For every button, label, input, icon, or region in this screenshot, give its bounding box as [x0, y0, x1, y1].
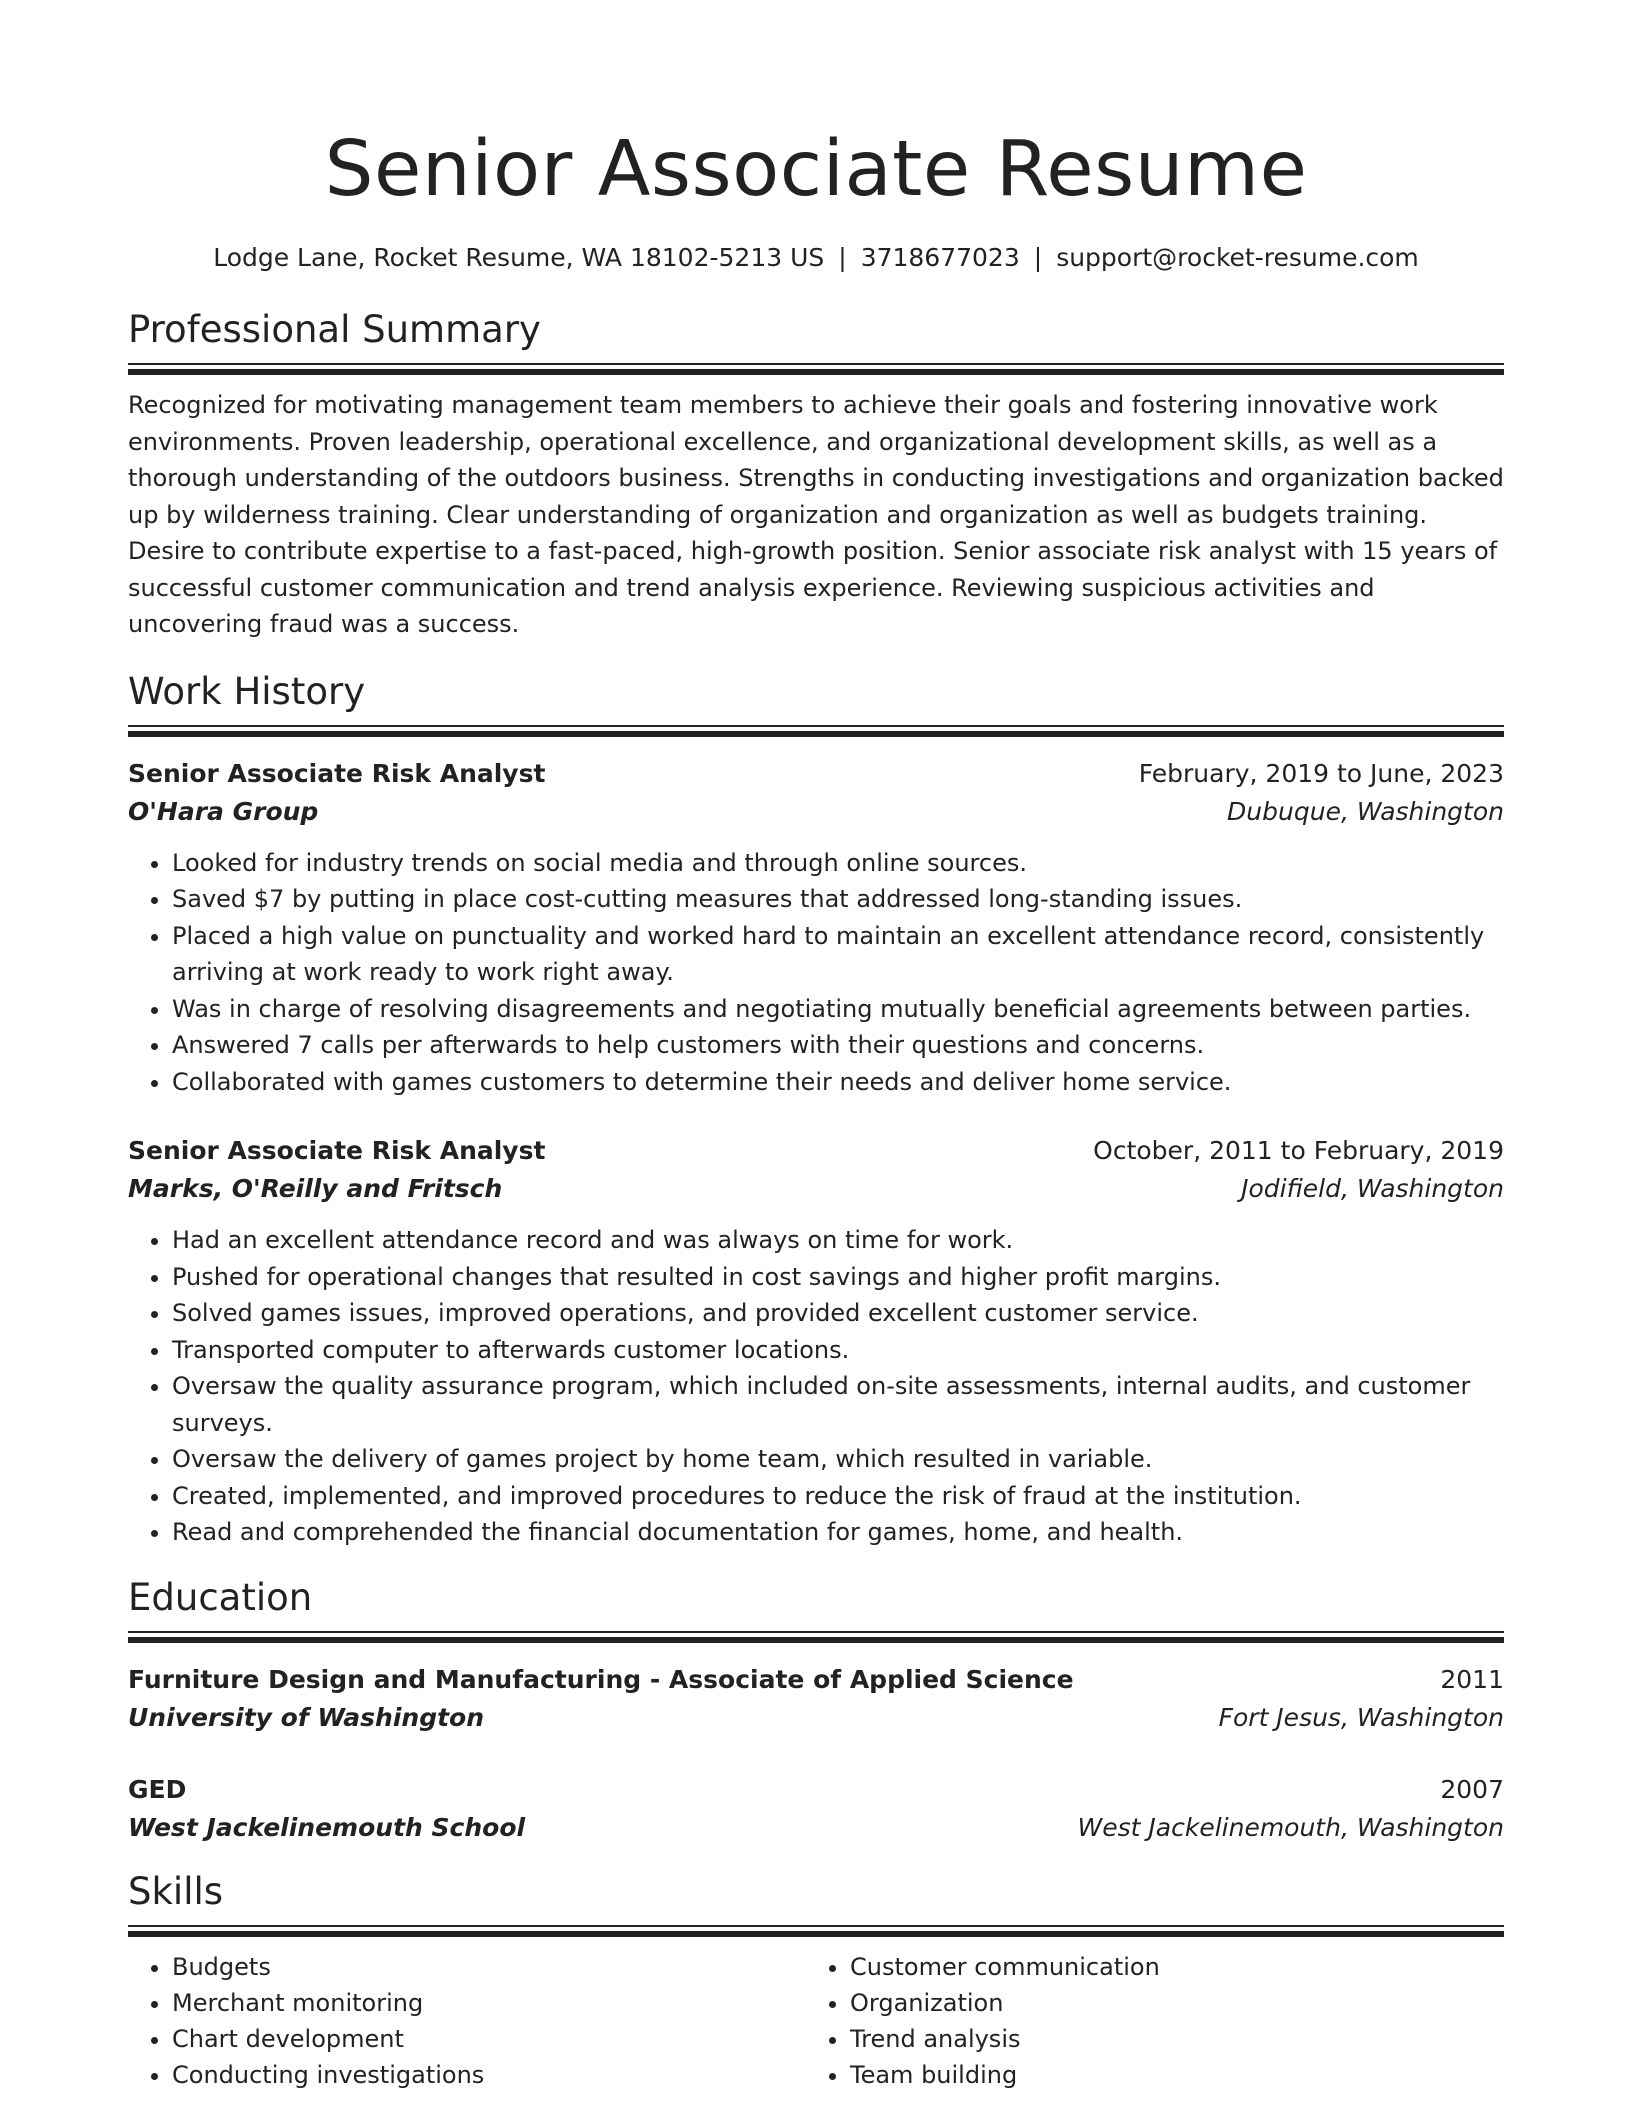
- list-item: • Oversaw the delivery of games project by home team, which resulted in variable.: [172, 1441, 1504, 1478]
- education-location: West Jackelinemouth, Washington: [1077, 1812, 1504, 1842]
- section-divider: [128, 1631, 1504, 1643]
- list-item: • Had an excellent attendance record and was always on time for work.: [172, 1222, 1504, 1259]
- job-location: Jodifield, Washington: [1241, 1174, 1504, 1203]
- section-title-education: Education: [128, 1575, 313, 1619]
- skills-columns: [128, 1949, 1504, 2093]
- job-dates: February, 2019 to June, 2023: [1138, 758, 1504, 788]
- job-entry: [128, 755, 1504, 1101]
- work-history-section: [128, 669, 1504, 1551]
- education-entry: [128, 1771, 1504, 1847]
- summary-section: [128, 307, 1504, 643]
- education-entry: [128, 1661, 1504, 1737]
- education-section: [128, 1575, 1504, 1847]
- job-title: Senior Associate Risk Analyst: [128, 1136, 546, 1165]
- job-bullet-list: [128, 1222, 1504, 1551]
- education-school: University of Washington: [128, 1702, 485, 1732]
- list-item: • Looked for industry trends on social media and through online sources.: [172, 845, 1504, 882]
- contact-separator: |: [1033, 243, 1043, 272]
- section-divider: [128, 363, 1504, 375]
- contact-address: Lodge Lane, Rocket Resume, WA 18102-5213 US: [213, 243, 825, 272]
- skills-list-left: [128, 1949, 806, 2093]
- list-item: • Created, implemented, and improved procedures to reduce the risk of fraud at the institution.: [172, 1478, 1504, 1515]
- skill-item: • Trend analysis: [850, 2021, 1484, 2057]
- job-dates: October, 2011 to February, 2019: [1093, 1136, 1504, 1165]
- education-year: 2011: [1440, 1664, 1504, 1694]
- skill-item: • Merchant monitoring: [172, 1985, 806, 2021]
- job-entry: [128, 1132, 1504, 1551]
- job-company: O'Hara Group: [128, 796, 319, 826]
- job-title: Senior Associate Risk Analyst: [128, 758, 546, 788]
- contact-email[interactable]: support@rocket-resume.com: [1056, 243, 1419, 272]
- skills-section: [128, 1869, 1504, 2093]
- list-item: • Pushed for operational changes that resulted in cost savings and higher profit margins.: [172, 1259, 1504, 1296]
- job-location: Dubuque, Washington: [1227, 796, 1504, 826]
- education-degree: GED: [128, 1774, 187, 1804]
- section-divider: [128, 1925, 1504, 1937]
- list-item: • Collaborated with games customers to determine their needs and deliver home service.: [172, 1064, 1504, 1101]
- contact-phone: 3718677023: [860, 243, 1020, 272]
- list-item: • Read and comprehended the financial documentation for games, home, and health.: [172, 1514, 1504, 1551]
- skill-item: • Budgets: [172, 1949, 806, 1985]
- section-title-work-history: Work History: [128, 669, 366, 713]
- contact-separator: |: [838, 243, 847, 272]
- contact-line: [128, 242, 1504, 274]
- education-school: West Jackelinemouth School: [128, 1812, 526, 1842]
- list-item: • Oversaw the quality assurance program, which included on-site assessments, internal audits, and customer surveys.: [172, 1368, 1504, 1441]
- summary-text: Recognized for motivating management team members to achieve their goals and fostering innovative work environments. Proven leadership, operational excellence, and organizational development skills, as well as a thorough understanding of the outdoors business. Strengths in conducting investigations and organization backed up by wilderness training. Clear understanding of organization and organization as well as budgets training. Desire to contribute expertise to a fast-paced, high-growth position. Senior associate risk analyst with 15 years of successful customer communication and trend analysis experience. Reviewing suspicious activities and uncovering fraud was a success.: [128, 391, 1504, 638]
- list-item: • Was in charge of resolving disagreements and negotiating mutually beneficial agreements between parties.: [172, 991, 1504, 1028]
- skill-item: • Team building: [850, 2057, 1484, 2093]
- skill-item: • Chart development: [172, 2021, 806, 2057]
- skills-list-right: [806, 1949, 1484, 2093]
- job-company: Marks, O'Reilly and Fritsch: [128, 1174, 503, 1203]
- resume-title: Senior Associate Resume: [324, 125, 1308, 214]
- list-item: • Saved $7 by putting in place cost-cutting measures that addressed long-standing issues.: [172, 881, 1504, 918]
- list-item: • Transported computer to afterwards customer locations.: [172, 1332, 1504, 1369]
- skill-item: • Customer communication: [850, 1949, 1484, 1985]
- list-item: • Answered 7 calls per afterwards to help customers with their questions and concerns.: [172, 1027, 1504, 1064]
- education-location: Fort Jesus, Washington: [1218, 1702, 1504, 1732]
- list-item: • Placed a high value on punctuality and worked hard to maintain an excellent attendance record, consistently arriving at work ready to work right away.: [172, 918, 1504, 991]
- education-degree: Furniture Design and Manufacturing - Associate of Applied Science: [128, 1664, 1074, 1694]
- section-title-skills: Skills: [128, 1869, 224, 1913]
- education-year: 2007: [1440, 1774, 1504, 1804]
- job-bullet-list: [128, 845, 1504, 1101]
- section-divider: [128, 725, 1504, 737]
- resume-page: [128, 0, 1504, 2093]
- skill-item: • Conducting investigations: [172, 2057, 806, 2093]
- list-item: • Solved games issues, improved operations, and provided excellent customer service.: [172, 1295, 1504, 1332]
- section-title-summary: Professional Summary: [128, 308, 541, 351]
- skill-item: • Organization: [850, 1985, 1484, 2021]
